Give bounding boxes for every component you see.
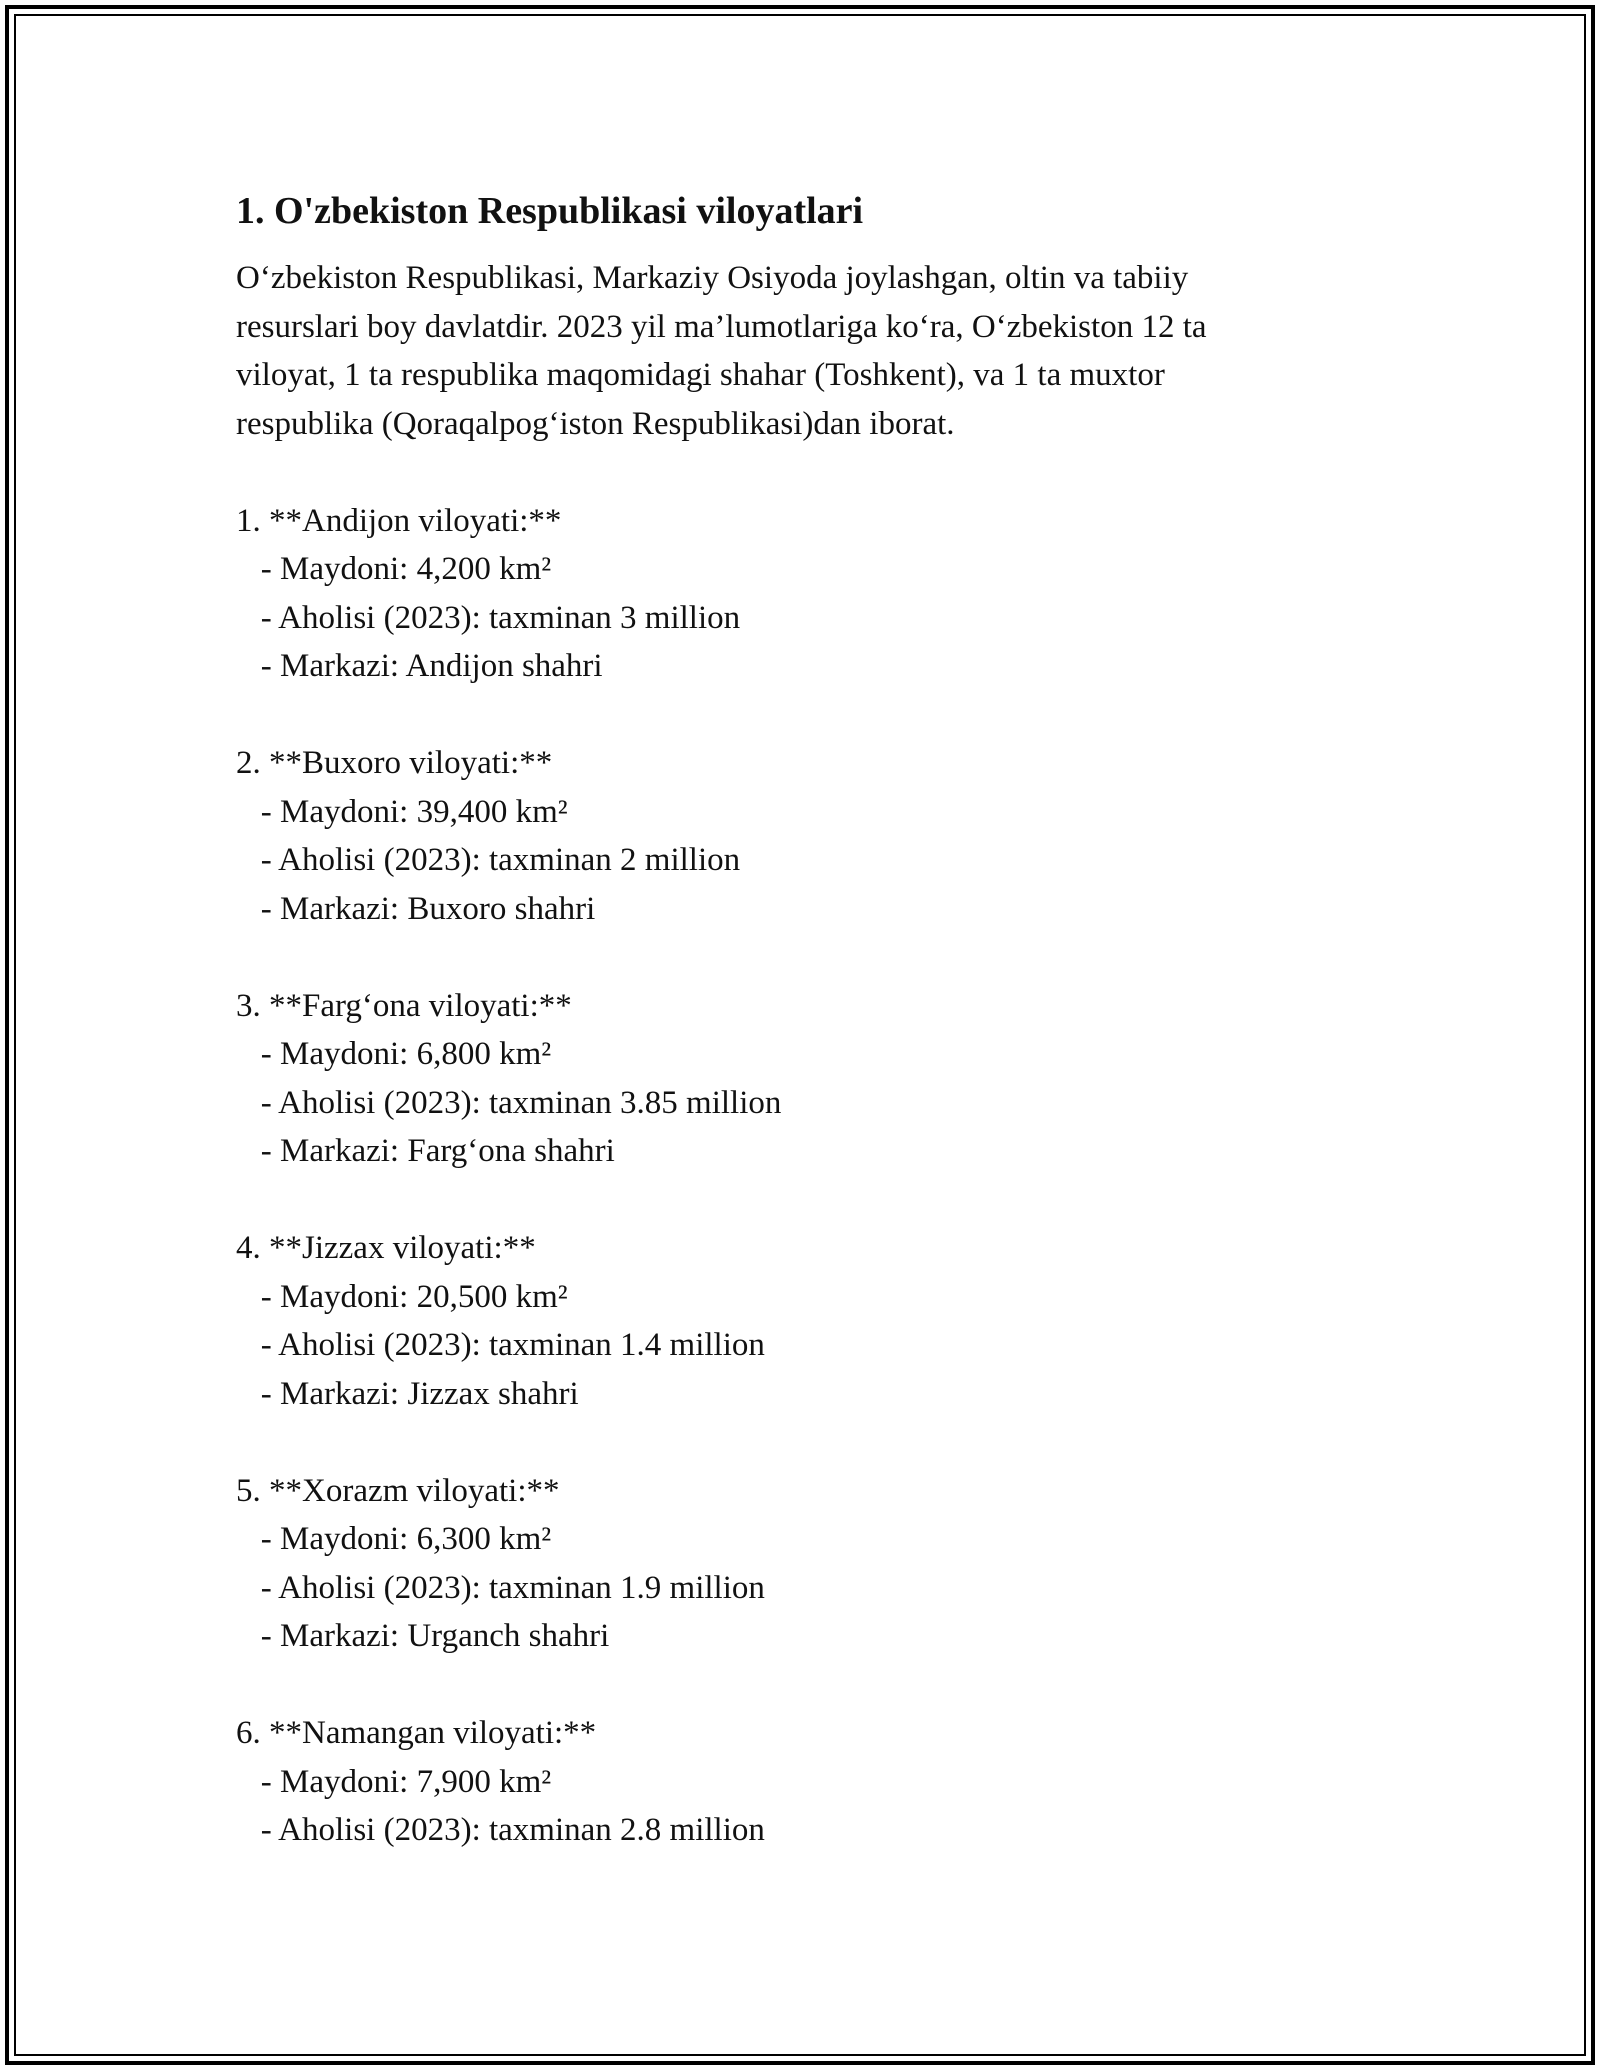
region-andijon	[236, 497, 1366, 691]
intro-paragraph	[236, 254, 1366, 448]
region-area: - Maydoni: 39,400 km²	[236, 793, 568, 830]
region-population: - Aholisi (2023): taxminan 1.9 million	[236, 1569, 765, 1606]
region-heading: 6. **Namangan viloyati:**	[236, 1715, 597, 1751]
region-fargona	[236, 982, 1366, 1176]
region-population: - Aholisi (2023): taxminan 3.85 million	[236, 1084, 782, 1121]
region-area: - Maydoni: 6,300 km²	[236, 1521, 552, 1557]
region-area: - Maydoni: 6,800 km²	[236, 1036, 552, 1072]
region-population: - Aholisi (2023): taxminan 3 million	[236, 599, 741, 636]
region-center: - Markazi: Andijon shahri	[236, 648, 603, 684]
region-population: - Aholisi (2023): taxminan 1.4 million	[236, 1327, 765, 1363]
region-namangan	[236, 1709, 1366, 1855]
region-center: - Markazi: Urganch shahri	[236, 1618, 610, 1654]
region-area: - Maydoni: 7,900 km²	[236, 1763, 552, 1800]
region-population: - Aholisi (2023): taxminan 2.8 million	[236, 1812, 765, 1848]
region-heading: 1. **Andijon viloyati:**	[236, 502, 562, 539]
region-center: - Markazi: Buxoro shahri	[236, 890, 596, 927]
document-body	[236, 186, 1366, 1855]
region-area: - Maydoni: 20,500 km²	[236, 1278, 568, 1315]
region-area: - Maydoni: 4,200 km²	[236, 551, 552, 587]
intro-line: viloyat, 1 ta respublika maqomidagi shahar (Toshkent), va 1 ta muxtor	[236, 357, 1165, 393]
region-heading: 3. **Farg‘ona viloyati:**	[236, 987, 572, 1024]
intro-line: O‘zbekiston Respublikasi, Markaziy Osiyoda joylashgan, oltin va tabiiy	[236, 260, 1189, 296]
region-center: - Markazi: Farg‘ona shahri	[236, 1133, 615, 1169]
document-title: 1. O'zbekiston Respublikasi viloyatlari	[236, 190, 864, 232]
region-heading: 2. **Buxoro viloyati:**	[236, 745, 553, 781]
region-buxoro	[236, 739, 1366, 933]
region-heading: 5. **Xorazm viloyati:**	[236, 1472, 560, 1509]
region-heading: 4. **Jizzax viloyati:**	[236, 1230, 536, 1266]
intro-line: resurslari boy davlatdir. 2023 yil ma’lumotlariga ko‘ra, O‘zbekiston 12 ta	[236, 308, 1207, 345]
region-center: - Markazi: Jizzax shahri	[236, 1375, 579, 1412]
region-xorazm	[236, 1467, 1366, 1661]
intro-line: respublika (Qoraqalpog‘iston Respublikasi)dan iborat.	[236, 405, 955, 442]
region-jizzax	[236, 1224, 1366, 1418]
region-population: - Aholisi (2023): taxminan 2 million	[236, 842, 741, 878]
